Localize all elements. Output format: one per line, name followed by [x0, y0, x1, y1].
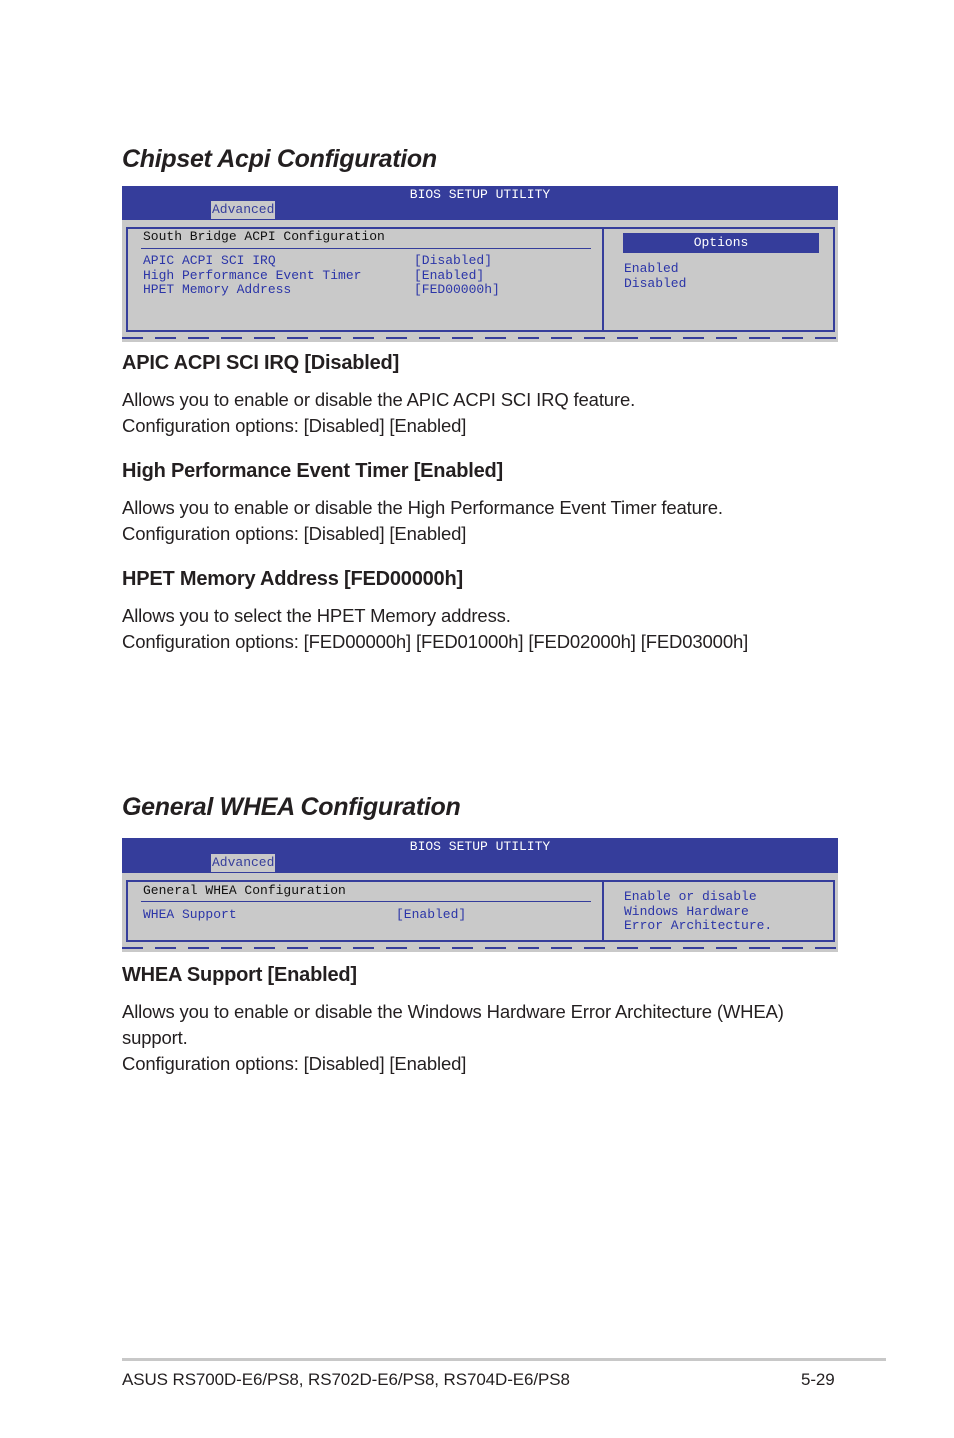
desc-line: Allows you to select the HPET Memory address.	[122, 605, 511, 626]
setting-label: WHEA Support	[143, 907, 237, 922]
setting-label: High Performance Event Timer	[143, 267, 362, 283]
setting-row[interactable]	[143, 283, 500, 298]
desc-line: Configuration options: [Disabled] [Enabled]	[122, 415, 467, 436]
help-line: Error Architecture.	[624, 918, 773, 933]
desc-line: Allows you to enable or disable the High Performance Event Timer feature.	[122, 497, 723, 518]
tab-advanced[interactable]: Advanced	[212, 855, 275, 870]
desc-whea-support	[122, 999, 784, 1077]
heading-apic-acpi-sci-irq: APIC ACPI SCI IRQ [Disabled]	[122, 352, 400, 374]
heading-whea-support: WHEA Support [Enabled]	[122, 964, 357, 986]
tab-advanced[interactable]: Advanced	[212, 202, 275, 217]
footer-rule	[122, 1358, 886, 1361]
panel-title: General WHEA Configuration	[143, 883, 346, 898]
options-list	[624, 262, 686, 291]
setting-list	[143, 254, 500, 298]
setting-row[interactable]	[143, 254, 500, 269]
setting-list	[143, 908, 466, 923]
panel-title-underline	[141, 901, 591, 902]
desc-line: Configuration options: [Disabled] [Enabled]	[122, 523, 467, 544]
setting-label: APIC ACPI SCI IRQ	[143, 253, 276, 268]
bios-utility-title: BIOS SETUP UTILITY	[409, 187, 551, 202]
section-title-chipset-acpi: Chipset Acpi Configuration	[122, 145, 437, 173]
bios-header-bar	[122, 838, 838, 873]
bios-header-bar	[122, 186, 838, 220]
setting-value: [Disabled]	[414, 253, 493, 268]
bios-screen-whea	[122, 838, 838, 952]
options-header: Options	[623, 233, 819, 253]
panel-divider	[602, 227, 604, 332]
help-line: Windows Hardware	[624, 903, 749, 919]
desc-hpet-memory-address	[122, 603, 748, 655]
setting-label: HPET Memory Address	[143, 282, 292, 297]
desc-high-performance-event-timer	[122, 495, 723, 547]
section-title-general-whea: General WHEA Configuration	[122, 793, 461, 821]
setting-row[interactable]	[143, 908, 466, 923]
heading-hpet-memory-address: HPET Memory Address [FED00000h]	[122, 568, 463, 590]
setting-value: [Enabled]	[396, 907, 467, 922]
bios-bottom-dashes	[122, 947, 838, 949]
desc-line: Configuration options: [Disabled] [Enabled]	[122, 1053, 467, 1074]
help-line: Enable or disable	[624, 889, 757, 904]
panel-divider	[602, 880, 604, 942]
bios-bottom-dashes	[122, 337, 838, 339]
desc-line: Allows you to enable or disable the Windows Hardware Error Architecture (WHEA)	[122, 1001, 784, 1022]
help-text	[624, 890, 772, 934]
desc-apic-acpi-sci-irq	[122, 387, 635, 439]
desc-line: Configuration options: [FED00000h] [FED01000h] [FED02000h] [FED03000h]	[122, 631, 749, 652]
desc-line: support.	[122, 1027, 188, 1048]
footer-page-number: 5-29	[801, 1370, 835, 1389]
setting-value: [Enabled]	[414, 267, 485, 283]
panel-title: South Bridge ACPI Configuration	[143, 229, 385, 244]
setting-value: [FED00000h]	[414, 282, 500, 297]
bios-screen-chipset-acpi	[122, 186, 838, 342]
footer-models: ASUS RS700D-E6/PS8, RS702D-E6/PS8, RS704D-E6/PS8	[122, 1370, 570, 1389]
setting-row[interactable]	[143, 269, 500, 284]
bios-utility-title: BIOS SETUP UTILITY	[409, 839, 551, 854]
heading-high-performance-event-timer: High Performance Event Timer [Enabled]	[122, 460, 504, 482]
desc-line: Allows you to enable or disable the APIC ACPI SCI IRQ feature.	[122, 389, 636, 410]
panel-title-underline	[141, 248, 591, 249]
option-item[interactable]: Disabled	[624, 275, 687, 291]
option-item[interactable]: Enabled	[624, 261, 679, 276]
